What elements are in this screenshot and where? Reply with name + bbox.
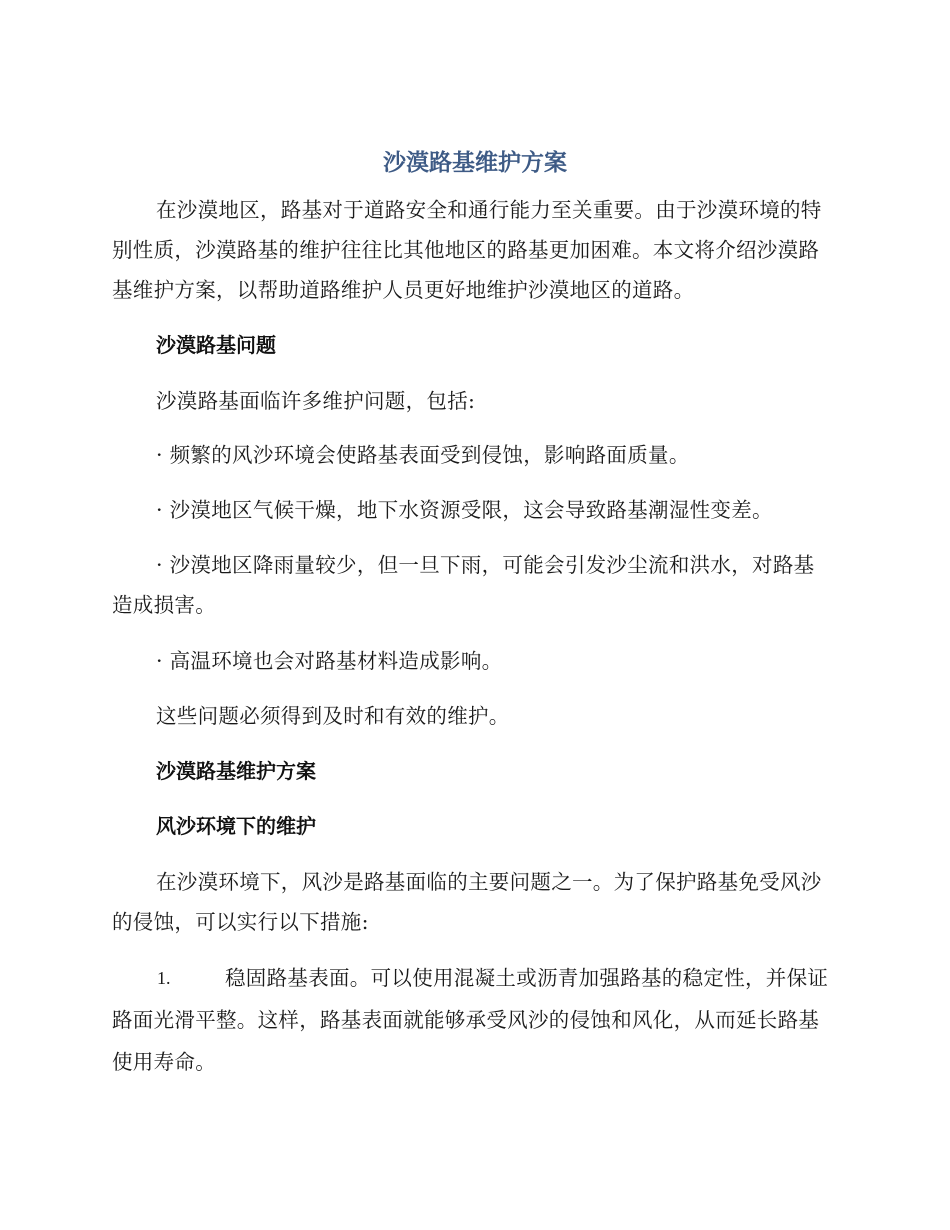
bullet-item-rainfall: · 沙漠地区降雨量较少，但一旦下雨，可能会引发沙尘流和洪水，对路基造成损害。: [112, 553, 815, 617]
subsection-heading-wind-sand: 风沙环境下的维护: [156, 814, 316, 838]
numbered-item-marker: 1.: [157, 968, 171, 988]
intro-paragraph: 在沙漠地区，路基对于道路安全和通行能力至关重要。由于沙漠环境的特别性质，沙漠路基的维护往往比其他地区的路基更加困难。本文将介绍沙漠路基维护方案，以帮助道路维护人员更好地维护沙漠地区的道路。: [112, 198, 822, 302]
section-lead-text: 沙漠路基面临许多维护问题，包括:: [156, 389, 476, 413]
document-title: 沙漠路基维护方案: [383, 150, 567, 176]
section-heading-maintenance-plan: 沙漠路基维护方案: [156, 759, 316, 783]
bullet-item-wind-sand: · 频繁的风沙环境会使路基表面受到侵蚀，影响路面质量。: [156, 443, 690, 467]
bullet-item-dry-climate: · 沙漠地区气候干燥，地下水资源受限，这会导致路基潮湿性变差。: [156, 498, 773, 522]
numbered-item-text: 稳固路基表面。可以使用混凝土或沥青加强路基的稳定性，并保证路面光滑平整。这样，路基表面就能够承受风沙的侵蚀和风化，从而延长路基使用寿命。: [112, 966, 829, 1074]
bullet-item-high-temperature: · 高温环境也会对路基材料造成影响。: [156, 649, 503, 673]
section-closing-text: 这些问题必须得到及时和有效的维护。: [156, 704, 510, 728]
subsection-intro-paragraph: 在沙漠环境下，风沙是路基面临的主要问题之一。为了保护路基免受风沙的侵蚀，可以实行以下措施:: [112, 870, 822, 934]
section-heading-problems: 沙漠路基问题: [156, 333, 276, 357]
